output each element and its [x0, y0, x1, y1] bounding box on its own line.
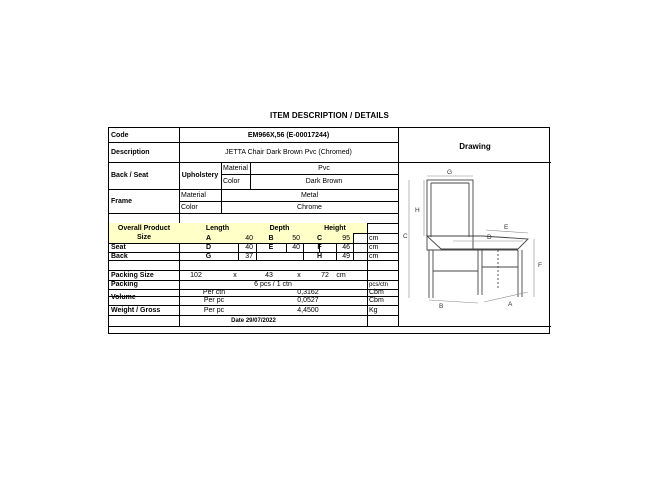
dim-line-a	[484, 292, 528, 302]
dim-code-d: D	[205, 244, 212, 251]
weight-unit: Kg	[369, 306, 378, 314]
drawing-letter-f: F	[538, 262, 542, 269]
length-header: Length	[179, 223, 256, 233]
code-value: EM966X,56 (E-00017244)	[247, 131, 330, 139]
frame-material-value: Metal	[300, 191, 319, 199]
dim-value-g: 37	[245, 252, 253, 260]
upholstery-label: Upholstery	[181, 172, 219, 179]
height-header: Height	[303, 223, 367, 233]
upholstery-material-label: Material	[223, 164, 248, 172]
back-label: Back	[111, 252, 128, 260]
volume-per-ctn-unit: Cbm	[369, 289, 384, 296]
frame-color-label: Color	[181, 203, 198, 211]
packing-size-x2: x	[297, 271, 301, 279]
weight-value: 4,4500	[297, 306, 319, 314]
back-seat-label: Back / Seat	[111, 172, 149, 179]
drawing-label: Drawing	[459, 142, 491, 151]
frame-color-value: Chrome	[297, 203, 322, 211]
drawing-letter-e: E	[504, 224, 509, 231]
weight-label: Weight / Gross	[111, 306, 161, 314]
packing-size-height: 72	[321, 271, 329, 279]
packing-label: Packing	[111, 281, 138, 288]
drawing-letter-h: H	[415, 207, 420, 214]
chair-backrest	[427, 180, 473, 250]
dim-value-d: 40	[245, 244, 253, 251]
overall-size-header-line2: Size	[136, 234, 151, 241]
dim-code-c: C	[303, 233, 336, 243]
volume-per-ctn-label: Per ctn	[202, 289, 226, 296]
dim-code-e: E	[268, 244, 274, 251]
dim-value-c: 95	[336, 233, 353, 243]
packing-value: 6 pcs / 1 ctn	[254, 281, 292, 288]
chair-drawing	[398, 169, 550, 310]
packing-unit: pcs/ctn	[369, 281, 389, 288]
description-label: Description	[111, 148, 150, 156]
dim-unit-overall: cm	[369, 234, 379, 242]
chair-seat	[427, 236, 528, 249]
dim-code-h: H	[316, 252, 323, 260]
packing-size-unit: cm	[336, 271, 346, 279]
overall-size-header	[109, 223, 179, 243]
dim-unit-back: cm	[369, 252, 379, 260]
depth-header: Depth	[256, 223, 303, 233]
dim-value-a: 40	[238, 233, 256, 243]
dim-code-f: F	[317, 244, 322, 251]
drawing-letter-b: B	[439, 303, 444, 310]
dim-code-a: A	[179, 233, 238, 243]
frame-material-label: Material	[181, 191, 206, 199]
upholstery-color-value: Dark Brown	[305, 178, 343, 185]
weight-per-pc-label: Per pc	[203, 306, 225, 314]
drawing-letter-c: C	[403, 233, 408, 240]
drawing-letter-d: D	[487, 234, 492, 241]
seat-label: Seat	[111, 244, 126, 251]
upholstery-color-label: Color	[223, 178, 240, 185]
frame-label: Frame	[111, 197, 133, 205]
document-date: Date 29/07/2022	[231, 317, 276, 324]
packing-size-length: 102	[190, 271, 202, 279]
packing-size-x1: x	[233, 271, 237, 279]
packing-size-width: 43	[265, 271, 273, 279]
description-value: JETTA Chair Dark Brown Pvc (Chromed)	[225, 148, 352, 156]
volume-per-pc-value: 0,0527	[297, 297, 319, 304]
drawing-letter-a: A	[508, 301, 513, 308]
dim-code-b: B	[256, 233, 286, 243]
dim-value-e: 40	[292, 244, 300, 251]
code-label: Code	[111, 131, 129, 139]
volume-per-pc-label: Per pc	[203, 297, 225, 304]
volume-per-pc-unit: Cbm	[369, 297, 384, 304]
drawing-letter-g: G	[447, 169, 453, 176]
dim-value-b: 50	[286, 233, 303, 243]
dim-code-g: G	[205, 252, 212, 260]
document-title: ITEM DESCRIPTION / DETAILS	[270, 111, 389, 120]
dim-unit-seat: cm	[369, 244, 379, 251]
dim-value-f: 46	[342, 244, 350, 251]
dim-line-b	[429, 300, 478, 303]
packing-size-label: Packing Size	[111, 271, 154, 279]
dim-value-h: 49	[342, 252, 350, 260]
overall-size-header-line1: Overall Product	[117, 225, 171, 232]
volume-label: Volume	[111, 293, 136, 301]
upholstery-material-value: Pvc	[318, 164, 330, 172]
volume-per-ctn-value: 0,3162	[297, 289, 319, 296]
